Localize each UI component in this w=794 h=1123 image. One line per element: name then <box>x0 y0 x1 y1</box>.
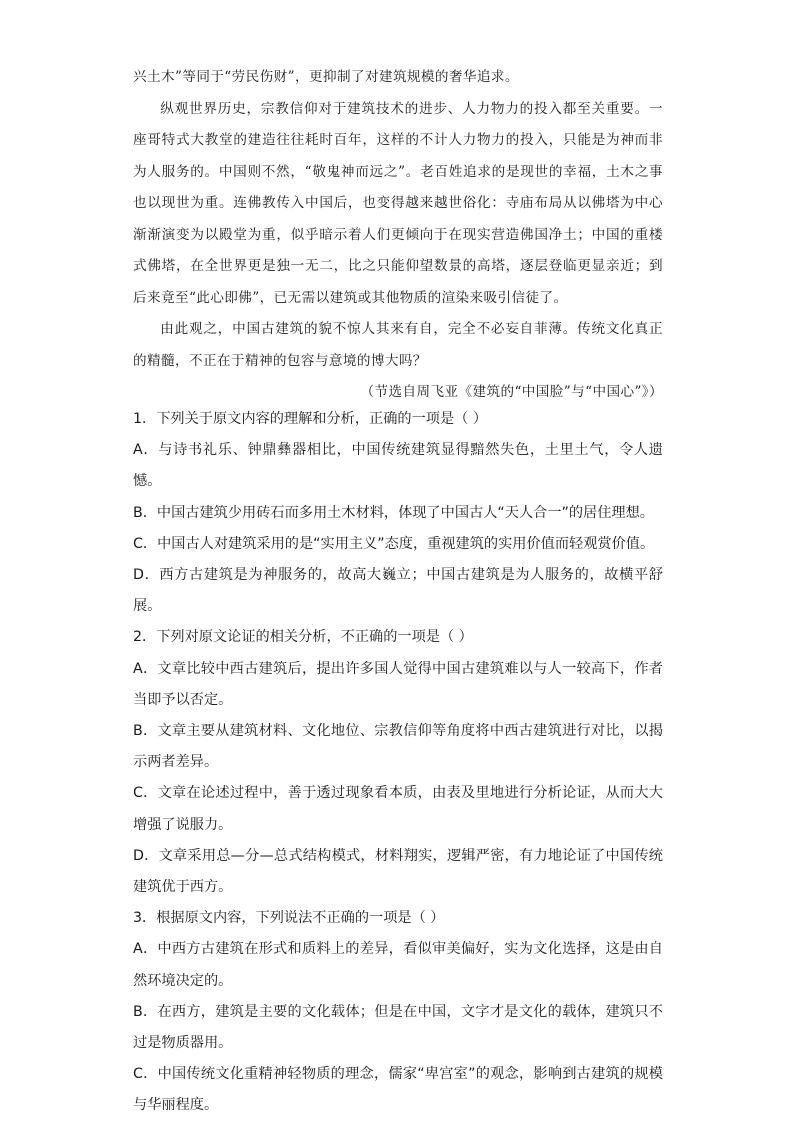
question-1-option-a: A．与诗书礼乐、钟鼎彝器相比，中国传统建筑显得黯然失色，土里土气，令人遗憾。 <box>133 442 663 490</box>
question-1-option-d: D．西方古建筑是为神服务的，故高大巍立；中国古建筑是为人服务的，故横平舒展。 <box>133 567 663 615</box>
question-3-option-b: B．在西方，建筑是主要的文化载体；但是在中国，文字才是文化的载体，建筑只不过是物质器用。 <box>133 1003 663 1052</box>
question-3-option-c: C．中国传统文化重精神轻物质的理念，儒家“卑宫室”的观念，影响到古建筑的规模与华丽程度。 <box>133 1066 663 1114</box>
question-1-option-b: B．中国古建筑少用砖石而多用土木材料，体现了中国古人“天人合一”的居住理想。 <box>133 504 654 521</box>
question-3-option-a: A．中西方古建筑在形式和质料上的差异，看似审美偏好，实为文化选择，这是由自然环境决定的。 <box>133 941 663 989</box>
passage-paragraph-conclusion: 由此观之，中国古建筑的貌不惊人其来有自，完全不必妄自菲薄。传统文化真正的精髓，不正在于精神的包容与意境的博大吗？ <box>133 321 663 369</box>
question-2-option-a: A．文章比较中西古建筑后，提出许多国人觉得中国古建筑难以与人一较高下，作者当即予以否定。 <box>133 660 663 708</box>
question-2-option-b: B．文章主要从建筑材料、文化地位、宗教信仰等角度将中西古建筑进行对比，以揭示两者差异。 <box>133 723 663 771</box>
passage-paragraph-religion: 纵观世界历史，宗教信仰对于建筑技术的进步、人力物力的投入都至关重要。一座哥特式大教堂的建造往往耗时百年，这样的不计人力物力的投入，只能是为神而非为人服务的。中国则不然，“敬鬼神而远之”。老百姓追求的是现世的幸福，土木之事也以现世为重。连佛教传入中国后，也变得越来越世俗化：寺庙布局从以佛塔为中心渐渐演变为以殿堂为重，似乎暗示着人们更倾向于在现实营造佛国净土；中国的重楼式佛塔，在全世界更是独一无二，比之只能仰望数景的高塔，逐层登临更显亲近；到后来竟至“此心即佛”，已无需以建筑或其他物质的渲染来吸引信徒了。 <box>133 100 663 306</box>
passage-source: （节选自周飞亚《建筑的“中国脸”与“中国心”》） <box>360 384 663 400</box>
question-list <box>133 404 663 1122</box>
question-2-option-d: D．文章采用总—分—总式结构模式，材料翔实，逻辑严密，有力地论证了中国传统建筑优于西方。 <box>133 847 663 896</box>
question-1-stem: 1．下列关于原文内容的理解和分析，正确的一项是（ ） <box>133 411 488 427</box>
question-2-option-c: C．文章在论述过程中，善于透过现象看本质，由表及里地进行分析论证，从而大大增强了说服力。 <box>133 785 663 833</box>
question-3-stem: 3．根据原文内容，下列说法不正确的一项是（ ） <box>133 910 445 927</box>
question-1-option-c: C．中国古人对建筑采用的是“实用主义”态度，重视建筑的实用价值而轻观赏价值。 <box>133 535 655 552</box>
passage-paragraph-continued: 兴土木”等同于“劳民伤财”，更抑制了对建筑规模的奢华追求。 <box>133 69 519 85</box>
reading-passage <box>133 62 663 409</box>
question-2-stem: 2．下列对原文论证的相关分析，不正确的一项是（ ） <box>133 629 473 646</box>
